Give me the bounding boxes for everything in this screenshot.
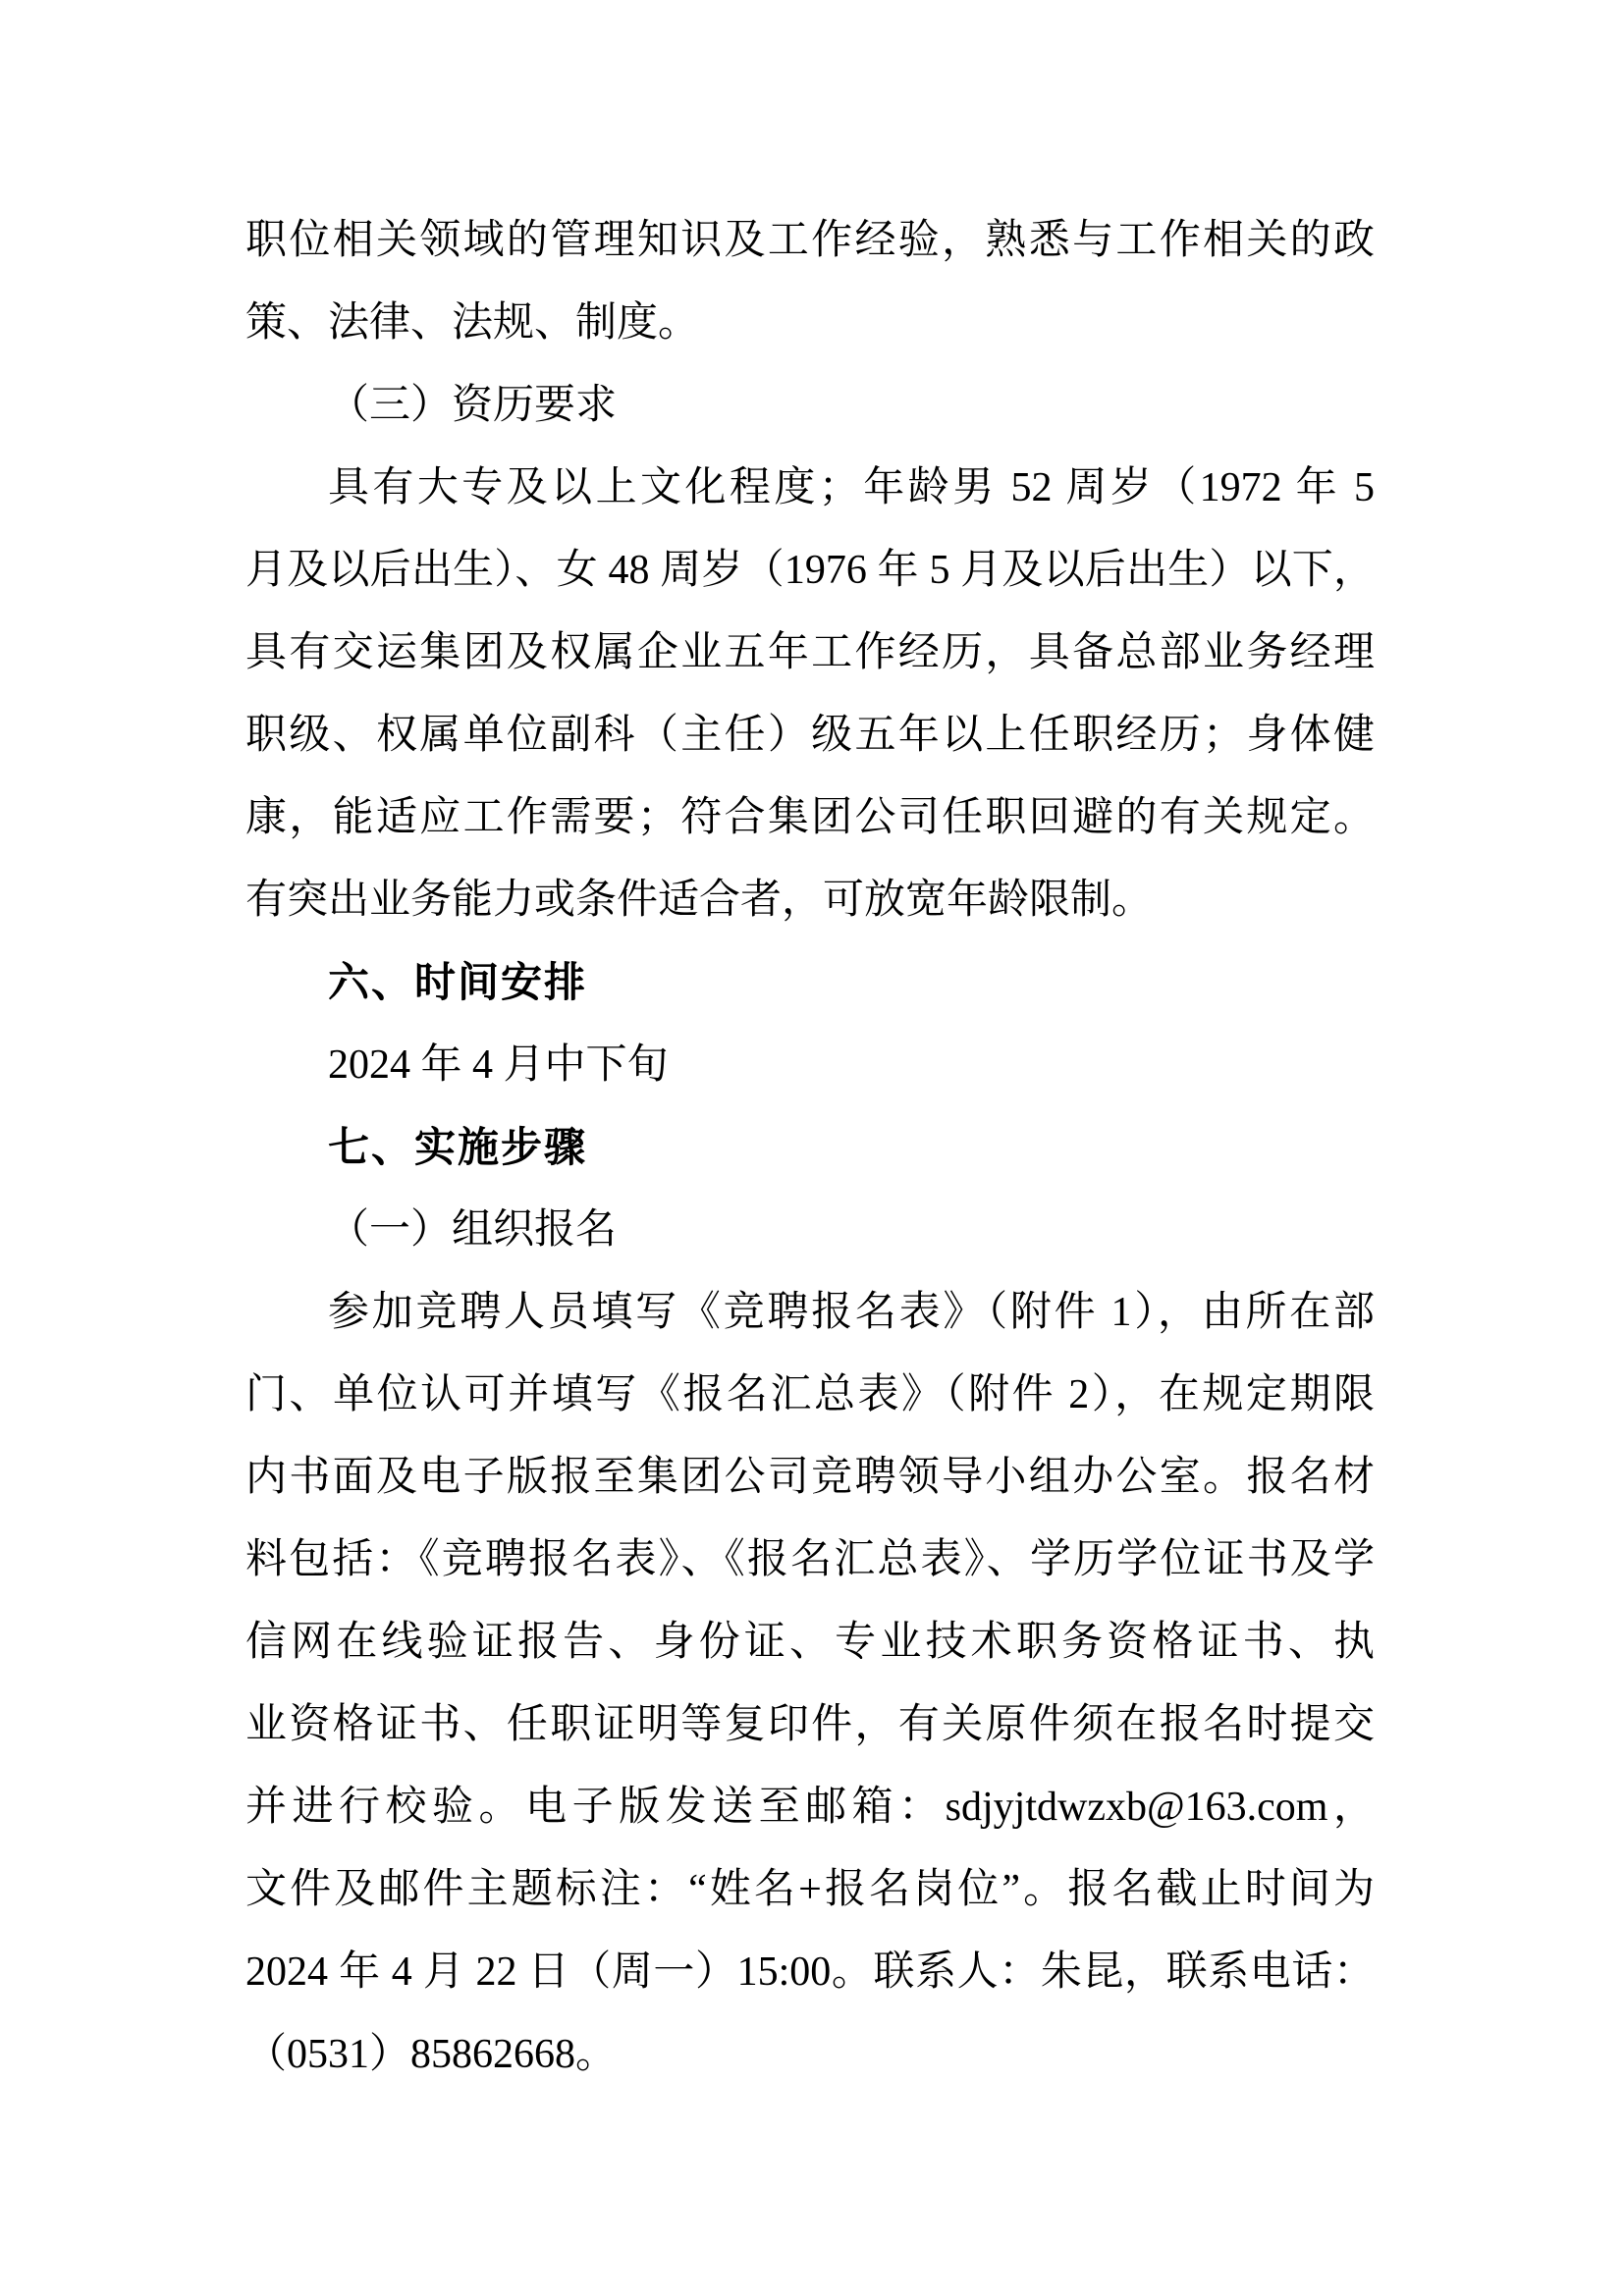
text-line: 具有交运集团及权属企业五年工作经历，具备总部业务经理 <box>245 630 1375 675</box>
document-body <box>245 199 1375 2096</box>
text-line: 门、单位认可并填写《报名汇总表》（附件 2），在规定期限 <box>245 1372 1375 1417</box>
text-line: 策、法律、法规、制度。 <box>245 300 700 346</box>
subsection-heading: （一）组织报名 <box>328 1207 618 1253</box>
text-line: （0531）85862668。 <box>245 2032 618 2077</box>
text-line: 康，能适应工作需要；符合集团公司任职回避的有关规定。 <box>245 795 1375 840</box>
text-line: 文件及邮件主题标注：“姓名+报名岗位”。报名截止时间为 <box>245 1867 1375 1912</box>
text-line: 业资格证书、任职证明等复印件，有关原件须在报名时提交 <box>245 1702 1375 1747</box>
text-line: 月及以后出生）、女 48 周岁（1976 年 5 月及以后出生）以下， <box>245 548 1375 593</box>
text-line: 有突出业务能力或条件适合者，可放宽年龄限制。 <box>245 878 1154 923</box>
text-line: 信网在线验证报告、身份证、专业技术职务资格证书、执 <box>245 1620 1375 1665</box>
text-line: 并进行校验。电子版发送至邮箱：sdjyjtdwzxb@163.com， <box>245 1785 1375 1830</box>
text-line: 料包括：《竞聘报名表》、《报名汇总表》、学历学位证书及学 <box>245 1537 1375 1582</box>
text-line: 参加竞聘人员填写《竞聘报名表》（附件 1），由所在部 <box>328 1290 1375 1335</box>
text-line: 内书面及电子版报至集团公司竞聘领导小组办公室。报名材 <box>245 1455 1375 1500</box>
subsection-heading: （三）资历要求 <box>328 383 618 428</box>
text-line: 2024 年 4 月 22 日（周一）15:00。联系人：朱昆，联系电话： <box>245 1949 1375 1995</box>
text-line: 2024 年 4 月中下旬 <box>328 1042 669 1088</box>
text-line: 具有大专及以上文化程度；年龄男 52 周岁（1972 年 5 <box>328 465 1375 510</box>
text-line: 职位相关领域的管理知识及工作经验，熟悉与工作相关的政 <box>245 218 1375 263</box>
section-heading: 六、时间安排 <box>328 959 588 1005</box>
text-line: 职级、权属单位副科（主任）级五年以上任职经历；身体健 <box>245 713 1375 758</box>
section-heading: 七、实施步骤 <box>328 1124 588 1170</box>
